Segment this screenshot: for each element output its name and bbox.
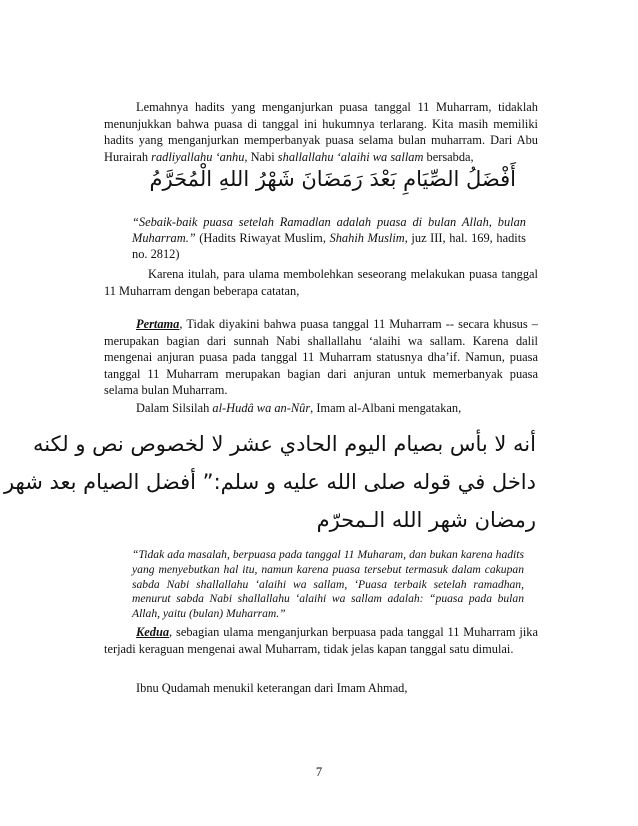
label-pertama: Pertama <box>136 317 180 331</box>
paragraph-silsilah-text: Dalam Silsilah <box>136 401 213 415</box>
paragraph-intro-text-3: bersabda, <box>423 149 474 164</box>
paragraph-silsilah-text-2: , Imam al-Albani mengatakan, <box>310 401 462 415</box>
hadith-translation-text: “Sebaik-baik puasa setelah Ramadlan adalah puasa di bulan Allah, bulan Muharram.” <box>132 215 526 245</box>
honorific-shallallahu: shallallahu ‘alaihi wa sallam <box>277 149 424 164</box>
page-number: 7 <box>315 765 323 779</box>
arabic-hadith: أَفْضَلُ الصِّيَامِ بَعْدَ رَمَضَانَ شَهْرُ اللهِ الْمُحَرَّمُ <box>149 167 516 191</box>
paragraph-kedua <box>104 624 538 657</box>
paragraph-silsilah <box>104 400 538 417</box>
label-kedua: Kedua <box>136 625 170 639</box>
honorific-radliyallahu: radliyallahu ‘anhu, <box>151 149 248 164</box>
paragraph-intro-text: Lemahnya hadits yang menganjurkan puasa tanggal 11 Muharram, tidaklah menunjukkan bahwa puasa di tanggal ini hukumnya terlarang. Kita masih memiliki hadits yang menganjurkan memperbanyak puasa selama bulan muharram. Dari Abu Hurairah <box>104 100 538 164</box>
book-title: al-Hudâ wa an-Nûr <box>212 401 311 415</box>
albani-translation: “Tidak ada masalah, berpuasa pada tanggal 11 Muharam, dan bukan karena hadits yang menyebutkan hal itu, namun karena puasa tersebut termasuk dalam cakupan sabda Nabi shallallahu ‘alaihi wa sallam, ‘Puasa terbaik setelah ramadhan, menurut sabda Nabi shallallahu ‘alaihi wa sallam adalah: “puasa pada bulan Allah, yaitu (bulan) Muharram.” <box>132 548 524 621</box>
paragraph-conclusion: Karena itulah, para ulama membolehkan seseorang melakukan puasa tanggal 11 Muharram dengan beberapa catatan, <box>104 267 538 298</box>
paragraph-intro-text-2: Nabi <box>247 149 278 164</box>
paragraph-pertama <box>104 316 538 399</box>
arabic-albani-line-2: داخل في قوله صلى الله عليه و سلم:” أفضل الصيام بعد شهر <box>3 470 536 494</box>
paragraph-pertama-text: , Tidak diyakini bahwa puasa tanggal 11 Muharram -- secara khusus – merupakan bagian dari sunnah Nabi shallallahu ‘alaihi wa sallam. Karena dalil mengenai anjuran puasa pada tanggal 11 Muharram statusnya dha’if. Namun, puasa tanggal 11 Muharram merupakan bagian dari anjuran untuk memerbanyak puasa selama bulan Muharram. <box>104 317 538 397</box>
hadith-source-book: Shahih Muslim <box>329 231 405 245</box>
arabic-albani-line-3: رمضان شهر الله الـمحرّم <box>316 508 536 532</box>
arabic-albani-line-1: أنه لا بأس بصيام اليوم الحادي عشر لا لخصوص نص و لكنه <box>33 432 536 456</box>
paragraph-ibnu-qudamah: Ibnu Qudamah menukil keterangan dari Imam Ahmad, <box>136 681 408 695</box>
hadith-source: (Hadits Riwayat Muslim, <box>195 231 330 245</box>
hadith-translation <box>132 214 526 262</box>
paragraph-intro <box>104 99 538 165</box>
hadith-source-ref: , juz III, hal. 169, hadits no. 2812) <box>132 231 526 261</box>
paragraph-kedua-text: , sebagian ulama menganjurkan berpuasa pada tanggal 11 Muharram jika terjadi keraguan mengenai awal Muharram, tidak jelas kapan tanggal satu dimulai. <box>104 625 538 656</box>
